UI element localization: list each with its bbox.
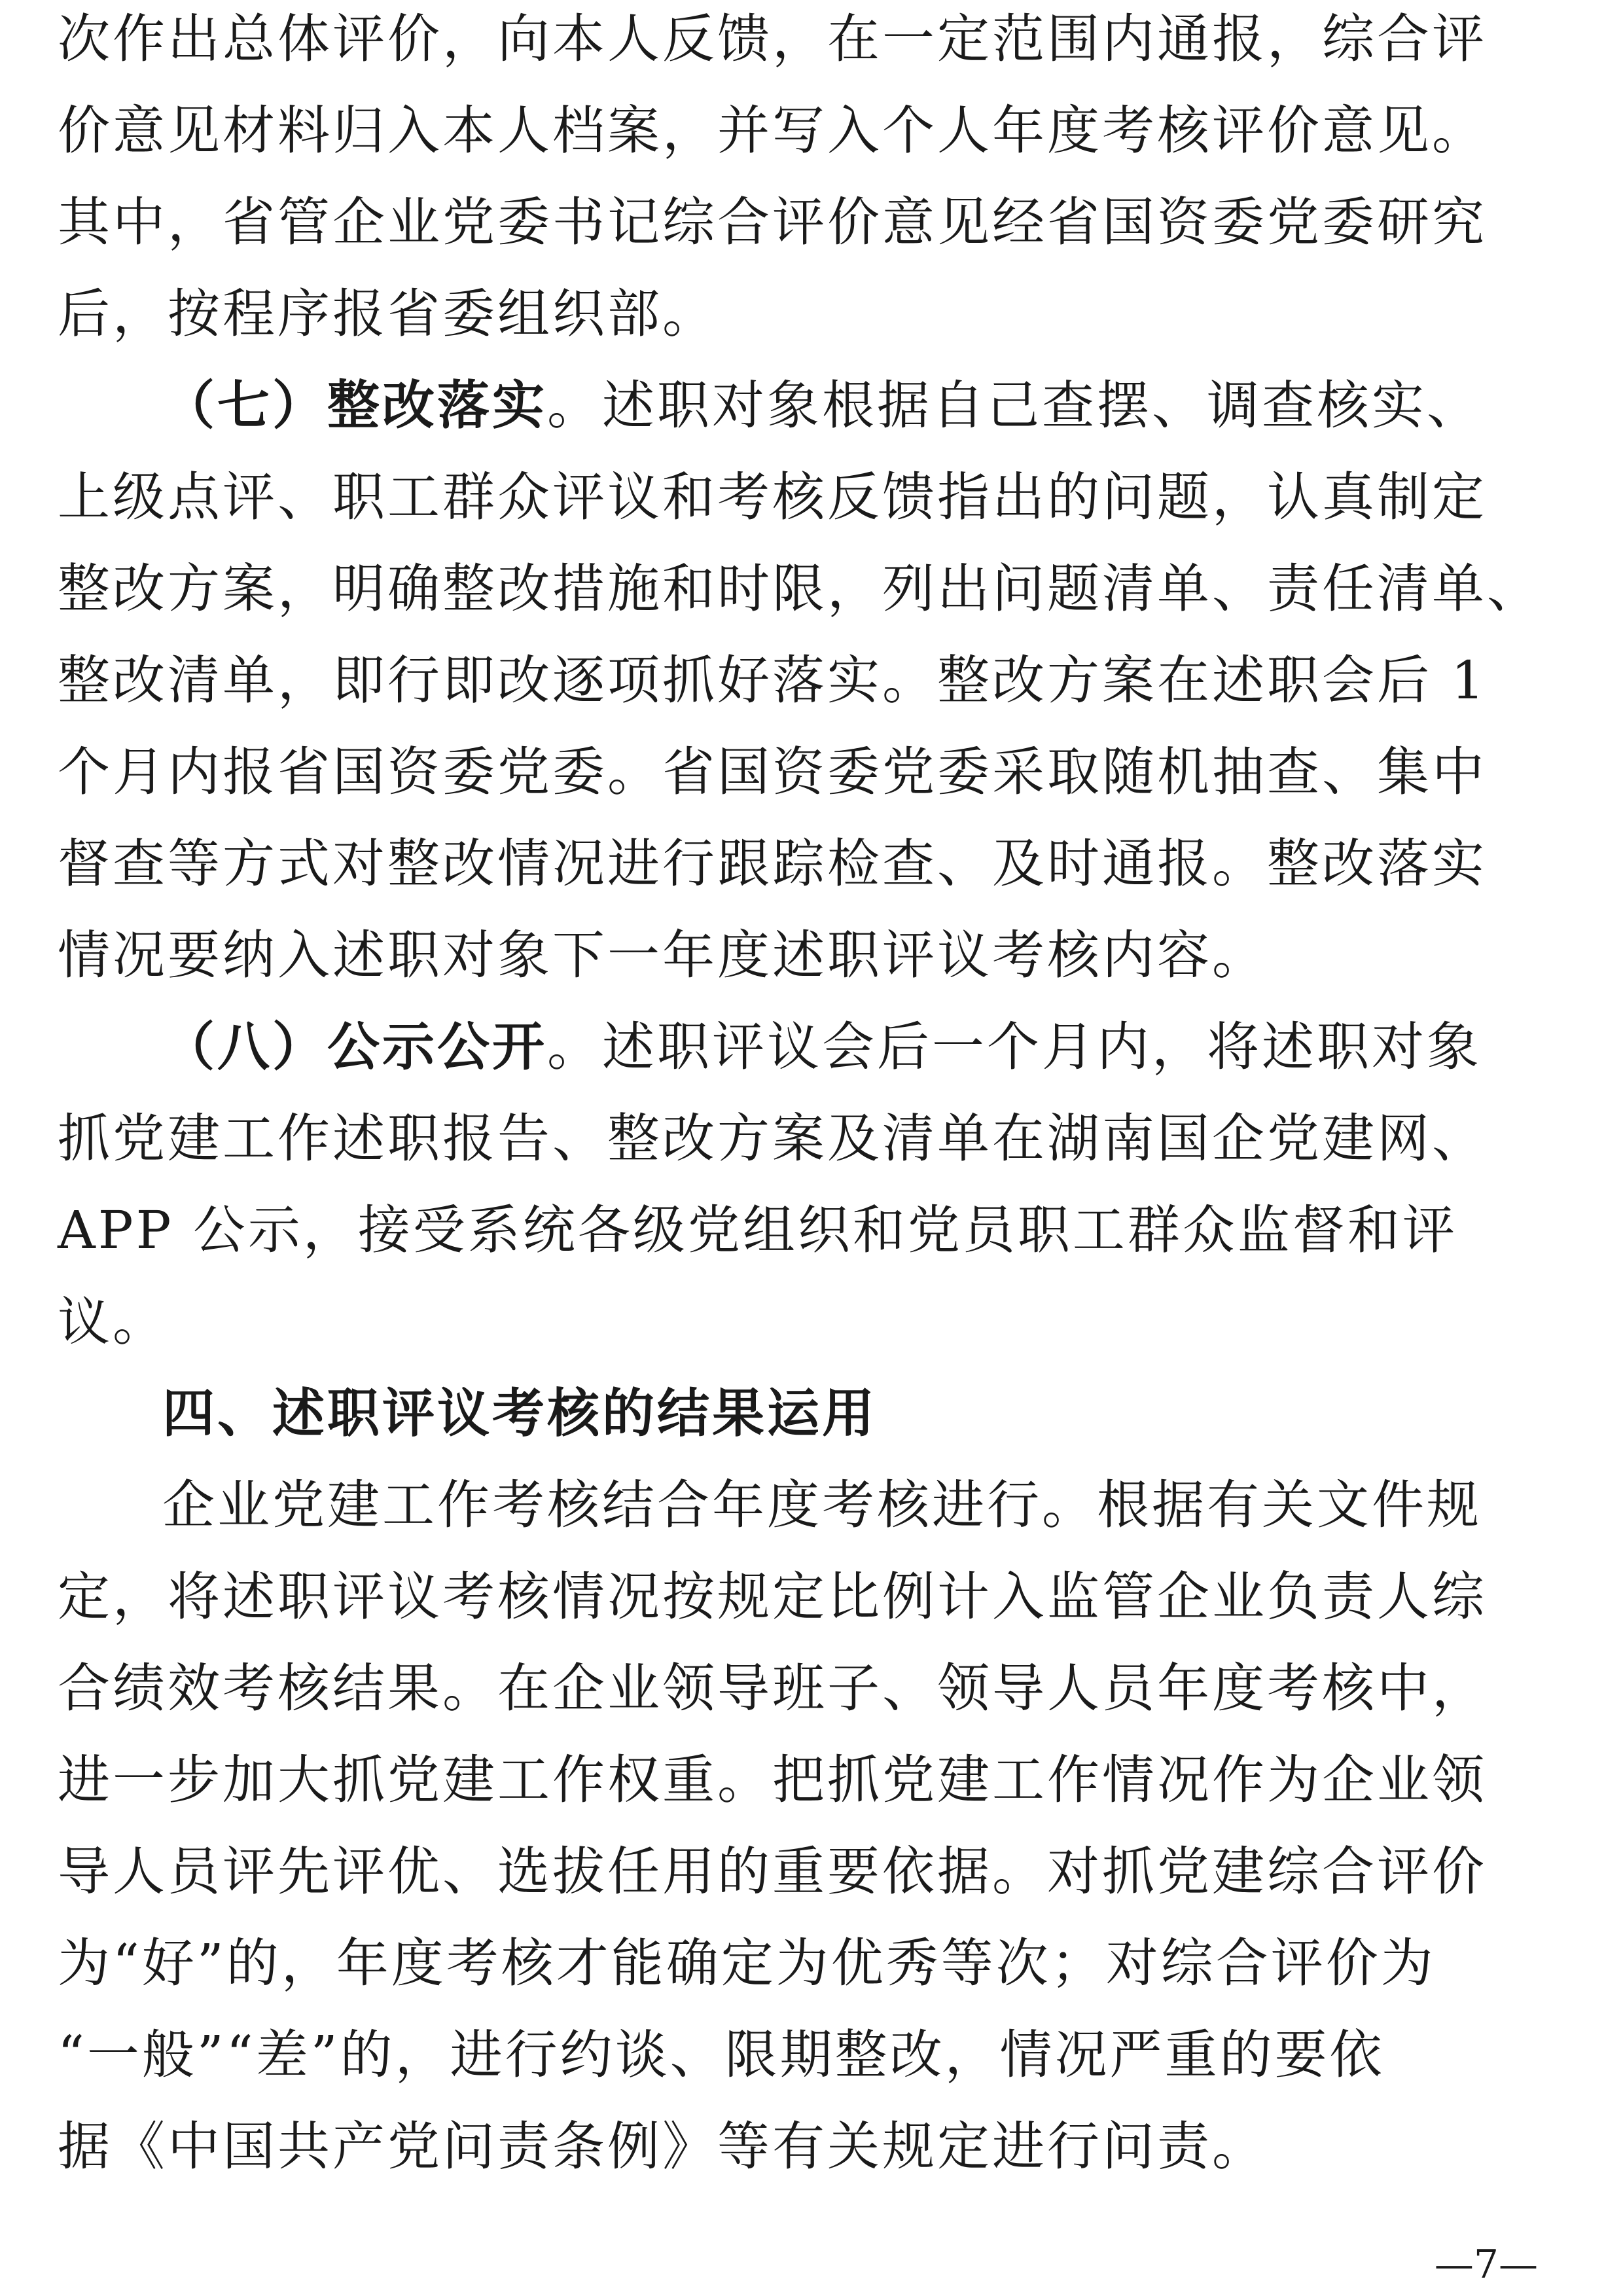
text-line: 次作出总体评价，向本人反馈，在一定范围内通报，综合评 [58,9,1487,69]
section-eight-title: （八）公示公开 [162,1016,547,1077]
text-line: 上级点评、职工群众评议和考核反馈指出的问题，认真制定 [58,467,1487,528]
section-heading: 四、述职评议考核的结果运用 [162,1383,877,1444]
section-eight-text: 。述职评议会后一个月内，将述职对象 [547,1016,1482,1077]
section-seven-text: 。述职对象根据自己查摆、调查核实、 [547,375,1482,436]
text-line: 其中，省管企业党委书记综合评价意见经省国资委党委研究 [58,192,1487,253]
text-line: 据《中国共产党问责条例》等有关规定进行问责。 [58,2116,1267,2177]
text-line: 企业党建工作考核结合年度考核进行。根据有关文件规 [162,1475,1482,1535]
text-line: 合绩效考核结果。在企业领导班子、领导人员年度考核中， [58,1658,1487,1719]
text-line: 督查等方式对整改情况进行跟踪检查、及时通报。整改落实 [58,833,1487,894]
text-line: 为“好”的，年度考核才能确定为优秀等次；对综合评价为 [58,1933,1436,1994]
text-line: 议。 [58,1291,168,1352]
text-line: 情况要纳入述职对象下一年度述职评议考核内容。 [58,925,1267,986]
section-seven-line [162,367,1482,445]
text-line: 后，按程序报省委组织部。 [58,283,717,344]
text-line: 个月内报省国资委党委。省国资委党委采取随机抽查、集中 [58,742,1487,802]
section-eight-line [162,1008,1482,1086]
section-seven-title: （七）整改落实 [162,375,547,436]
text-line: 抓党建工作述职报告、整改方案及清单在湖南国企党建网、 [58,1108,1487,1169]
page-number: —7— [1434,2242,1538,2287]
text-line: 导人员评先评优、选拔任用的重要依据。对抓党建综合评价 [58,1841,1487,1902]
text-line: 价意见材料归入本人档案，并写入个人年度考核评价意见。 [58,100,1487,161]
text-line: 定，将述职评议考核情况按规定比例计入监管企业负责人综 [58,1566,1487,1627]
text-line: 整改清单，即行即改逐项抓好落实。整改方案在述职会后 1 [58,650,1488,711]
text-line: 整改方案，明确整改措施和时限，列出问题清单、责任清单、 [58,558,1542,619]
text-line: “一般”“差”的，进行约谈、限期整改，情况严重的要依 [58,2024,1385,2085]
text-line: 进一步加大抓党建工作权重。把抓党建工作情况作为企业领 [58,1749,1487,1810]
text-line: APP 公示，接受系统各级党组织和党员职工群众监督和评 [58,1200,1457,1261]
